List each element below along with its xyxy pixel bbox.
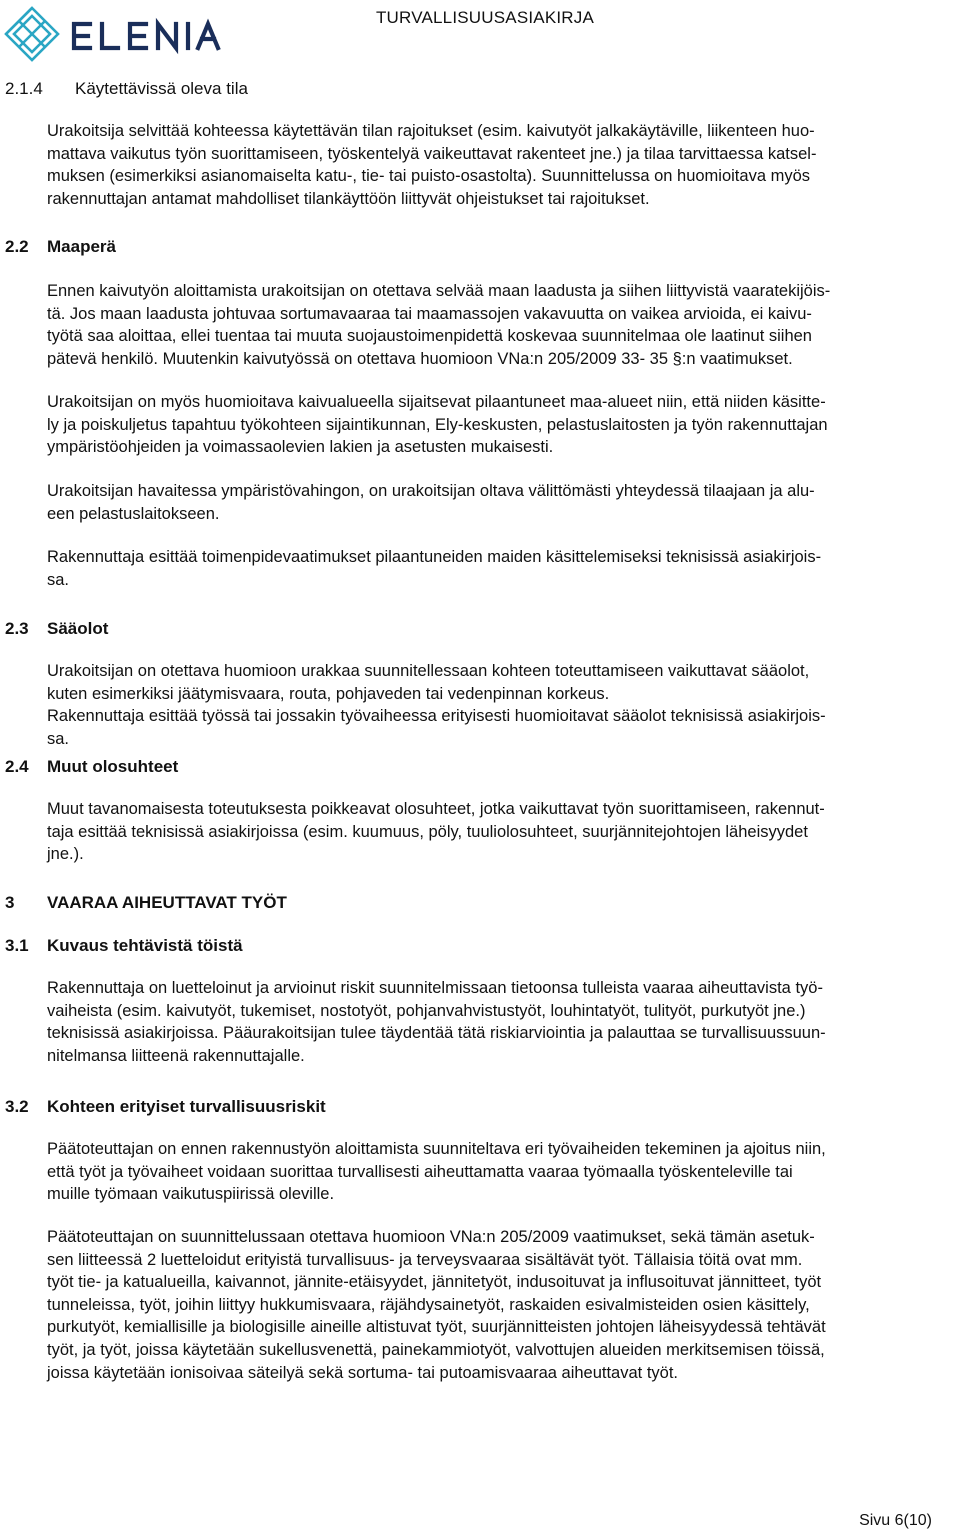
section-title: VAARAA AIHEUTTAVAT TYÖT: [47, 893, 287, 912]
paragraph: [47, 977, 955, 1067]
text-line: muille työmaan vaikutuspiirissä oleville.: [47, 1185, 335, 1204]
paragraph: [47, 120, 955, 210]
text-line: työt, ja työt, joissa käytetään sukellusvenettä, painekammiotyöt, valvottujen alueiden merkitsemisen töissä,: [47, 1340, 825, 1359]
text-line: purkutyöt, kemiallisille ja biologisille aineille altistuvat työt, suurjännitteisten johtojen läheisyydessä tehtävät: [47, 1318, 826, 1337]
text-line: sen liitteessä 2 luetteloidut erityistä turvallisuus- ja terveysvaaraa sisältävät työt. Tällaisia töitä ovat mm.: [47, 1250, 803, 1269]
text-line: sa.: [47, 729, 70, 748]
text-line: Rakennuttaja on luetteloinut ja arvioinut riskit suunnitelmissaan tietoonsa tulleista vaaraa aiheuttavista työ-: [47, 979, 823, 997]
text-line: Urakoitsijan havaitessa ympäristövahingon, on urakoitsijan oltava välittömästi yhteydessä tilaajaan ja alu-: [47, 482, 815, 500]
text-line: Urakoitsijan on otettava huomioon urakkaa suunnitellessaan kohteen toteuttamiseen vaikuttavat sääolot,: [47, 662, 810, 680]
section-number: 2.4: [5, 757, 29, 776]
text-line: työt tie- ja katualueilla, kaivannot, jännite-etäisyydet, jännitetyöt, indusoituvat ja influsoituvat jännitteet, työt: [47, 1273, 822, 1292]
section-number: 3.2: [5, 1097, 29, 1116]
text-line: ly ja poiskuljetus tapahtuu työkohteen sijaintikunnan, Ely-keskusten, pelastuslaitosten ja työn rakennuttajan: [47, 415, 828, 434]
paragraph: [47, 480, 955, 525]
section-title: Kuvaus tehtävistä töistä: [47, 936, 243, 955]
text-line: Ennen kaivutyön aloittamista urakoitsijan on otettava selvää maan laadusta ja siihen liittyvistä vaaratekijöis-: [47, 282, 831, 300]
text-line: ympäristöohjeiden ja voimassaolevien lakien ja asetusten mukaisesti.: [47, 438, 554, 457]
paragraph: [47, 1138, 955, 1206]
paragraph: [47, 660, 955, 750]
section-title: Muut olosuhteet: [47, 757, 179, 776]
text-line: teknisissä asiakirjoissa. Pääurakoitsijan tulee täydentää tätä riskiarviointia ja palauttaa se turvallisuussuun-: [47, 1024, 826, 1043]
elenia-logo: [2, 4, 224, 66]
text-line: kuten esimerkiksi jäätymisvaara, routa, pohjaveden tai vedenpinnan korkeus.: [47, 684, 610, 703]
section-number: 2.1.4: [5, 79, 43, 98]
section-title: Sääolot: [47, 619, 109, 638]
text-line: Rakennuttaja esittää työssä tai jossakin työvaiheessa erityisesti huomioitavat sääolot teknisissä asiakirjois-: [47, 707, 826, 726]
text-line: Muut tavanomaisesta toteutuksesta poikkeavat olosuhteet, jotka vaikuttavat työn suorittamiseen, rakennut-: [47, 800, 825, 818]
text-line: rakennuttajan antamat mahdolliset tilankäyttöön liittyvät ohjeistukset tai rajoitukset.: [47, 189, 650, 208]
text-line: tä. Jos maan laadusta johtuvaa sortumavaaraa tai maamassojen vakavuutta on vaikea arvioida, ei kaivu-: [47, 304, 812, 323]
text-line: vaiheista (esim. kaivutyöt, tukemiset, nostotyöt, pohjanvahvistustyöt, louhintatyöt, tulityöt, purkutyöt jne.): [47, 1001, 806, 1020]
text-line: een pelastuslaitokseen.: [47, 504, 220, 523]
section-title: Käytettävissä oleva tila: [75, 79, 248, 98]
text-line: Päätoteuttajan on suunnittelussaan otettava huomioon VNa:n 205/2009 vaatimukset, sekä tämän asetuk-: [47, 1228, 815, 1246]
document-type: TURVALLISUUSASIAKIRJA: [375, 8, 594, 27]
text-line: Urakoitsija selvittää kohteessa käytettävän tilan rajoitukset (esim. kaivutyöt jalkakäytäville, liikenteen huo-: [47, 122, 815, 140]
text-line: tunneleissa, työt, joihin liittyy hukkumisvaara, räjähdysainetyöt, raskaiden esivalmisteiden osien käsittely,: [47, 1295, 810, 1314]
section-number: 3.1: [5, 936, 29, 955]
text-line: että työt ja työvaiheet voidaan suorittaa turvallisesti aiheuttamatta vaaraa työmaalla työskenteleville tai: [47, 1162, 793, 1181]
section-number: 3: [5, 893, 15, 912]
text-line: sa.: [47, 570, 70, 589]
paragraph: [47, 798, 955, 866]
text-line: nitelmansa liitteenä rakennuttajalle.: [47, 1046, 305, 1065]
text-line: jne.).: [47, 845, 84, 864]
section-title: Kohteen erityiset turvallisuusriskit: [47, 1097, 326, 1116]
text-line: joissa käytetään ionisoivaa säteilyä sekä sortuma- tai putoamisvaaraa aiheuttavat työt.: [47, 1363, 679, 1382]
elenia-logo-mark: [2, 4, 224, 66]
text-line: muksen (esimerkiksi asianomaiselta katu-, tie- tai puisto-osastolta). Suunnittelussa on huomioitava myös: [47, 167, 811, 186]
paragraph: [47, 1226, 955, 1384]
text-line: Rakennuttaja esittää toimenpidevaatimukset pilaantuneiden maiden käsittelemiseksi teknisissä asiakirjois-: [47, 548, 822, 566]
text-line: pätevä henkilö. Muutenkin kaivutyössä on otettava huomioon VNa:n 205/2009 33- 35 §:n vaatimukset.: [47, 349, 793, 368]
text-line: Urakoitsijan on myös huomioitava kaivualueella sijaitsevat pilaantuneet maa-alueet niin, että niiden käsitte-: [47, 393, 826, 411]
paragraph: [47, 391, 955, 459]
text-line: mattava vaikutus työn suorittamiseen, työskentelyä vaikeuttavat rakenteet jne.) ja tilaa tarvittaessa katsel-: [47, 144, 817, 163]
section-number: 2.3: [5, 619, 29, 638]
paragraph: [47, 546, 955, 591]
text-line: työtä saa aloittaa, ellei tuentaa tai muuta suojaustoimenpidettä koskevaa suunnitelmaa ole laatinut siihen: [47, 327, 812, 346]
paragraph: [47, 280, 955, 370]
text-line: taja esittää teknisissä asiakirjoissa (esim. kuumuus, pöly, tuuliolosuhteet, suurjännitejohtojen läheisyydet: [47, 822, 808, 841]
section-number: 2.2: [5, 237, 29, 256]
page-number: Sivu 6(10): [859, 1512, 932, 1529]
section-title: Maaperä: [47, 237, 116, 256]
text-line: Päätoteuttajan on ennen rakennustyön aloittamista suunniteltava eri työvaiheiden tekeminen ja ajoitus niin,: [47, 1140, 826, 1158]
